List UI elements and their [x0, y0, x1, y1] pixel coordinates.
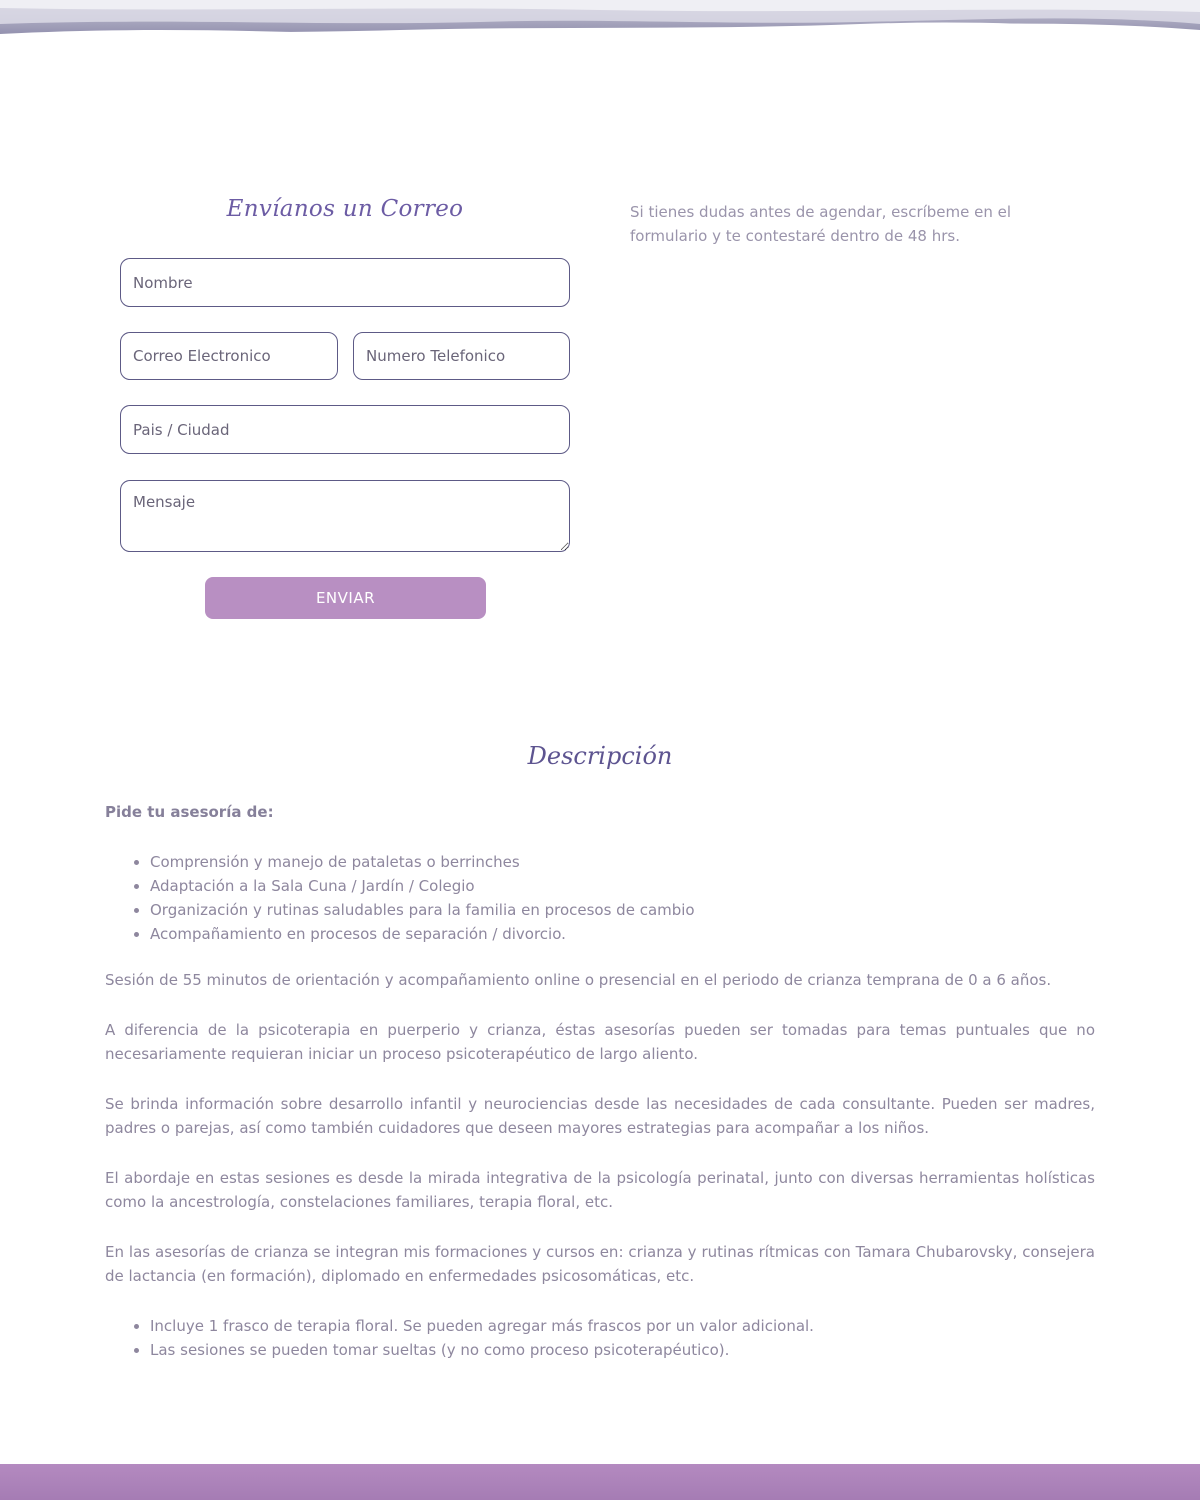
- name-input[interactable]: [120, 258, 570, 307]
- services-list: [105, 850, 1095, 946]
- note-item: • Las sesiones se pueden tomar sueltas (y no como proceso psicoterapéutico).: [150, 1338, 1095, 1362]
- form-title: Envíanos un Correo: [226, 196, 464, 222]
- service-item: • Comprensión y manejo de pataletas o berrinches: [150, 850, 1095, 874]
- submit-button[interactable]: ENVIAR: [205, 577, 486, 619]
- description-paragraph: Se brinda información sobre desarrollo infantil y neurociencias desde las necesidades de cada consultante. Pueden ser madres, padres o parejas, así como también cuidadores que deseen mayores estrategias para acompañar a los niños.: [105, 1095, 1095, 1137]
- message-textarea[interactable]: [120, 480, 570, 552]
- description-paragraph: En las asesorías de crianza se integran mis formaciones y cursos en: crianza y rutinas rítmicas con Tamara Chubarovsky, consejera de lactancia (en formación), diplomado en enfermedades psicosomáticas, etc.: [105, 1243, 1095, 1285]
- service-item: • Adaptación a la Sala Cuna / Jardín / Colegio: [150, 874, 1095, 898]
- note-item: • Incluye 1 frasco de terapia floral. Se pueden agregar más frascos por un valor adicional.: [150, 1314, 1095, 1338]
- description-paragraph: Sesión de 55 minutos de orientación y acompañamiento online o presencial en el periodo de crianza temprana de 0 a 6 años.: [105, 971, 1052, 989]
- footer-band: [0, 1464, 1200, 1500]
- contact-note: Si tienes dudas antes de agendar, escríbeme en el formulario y te contestaré dentro de 48 hrs.: [630, 203, 1012, 245]
- service-item: • Acompañamiento en procesos de separación / divorcio.: [150, 922, 1095, 946]
- service-item: • Organización y rutinas saludables para la familia en procesos de cambio: [150, 898, 1095, 922]
- description-body: [105, 800, 1095, 1384]
- description-paragraph: El abordaje en estas sesiones es desde la mirada integrativa de la psicología perinatal, junto con diversas herramientas holísticas como la ancestrología, constelaciones familiares, terapia floral, etc.: [105, 1169, 1095, 1211]
- notes-list: [105, 1314, 1095, 1362]
- description-paragraph: A diferencia de la psicoterapia en puerperio y crianza, éstas asesorías pueden ser tomadas para temas puntuales que no necesariamente requieran iniciar un proceso psicoterapéutico de largo aliento.: [105, 1021, 1095, 1063]
- description-title: Descripción: [527, 742, 673, 770]
- phone-input[interactable]: [353, 332, 570, 380]
- description-intro: Pide tu asesoría de:: [105, 803, 274, 821]
- top-wave-decoration: [0, 0, 1200, 60]
- email-input[interactable]: [120, 332, 338, 380]
- country-city-input[interactable]: [120, 405, 570, 454]
